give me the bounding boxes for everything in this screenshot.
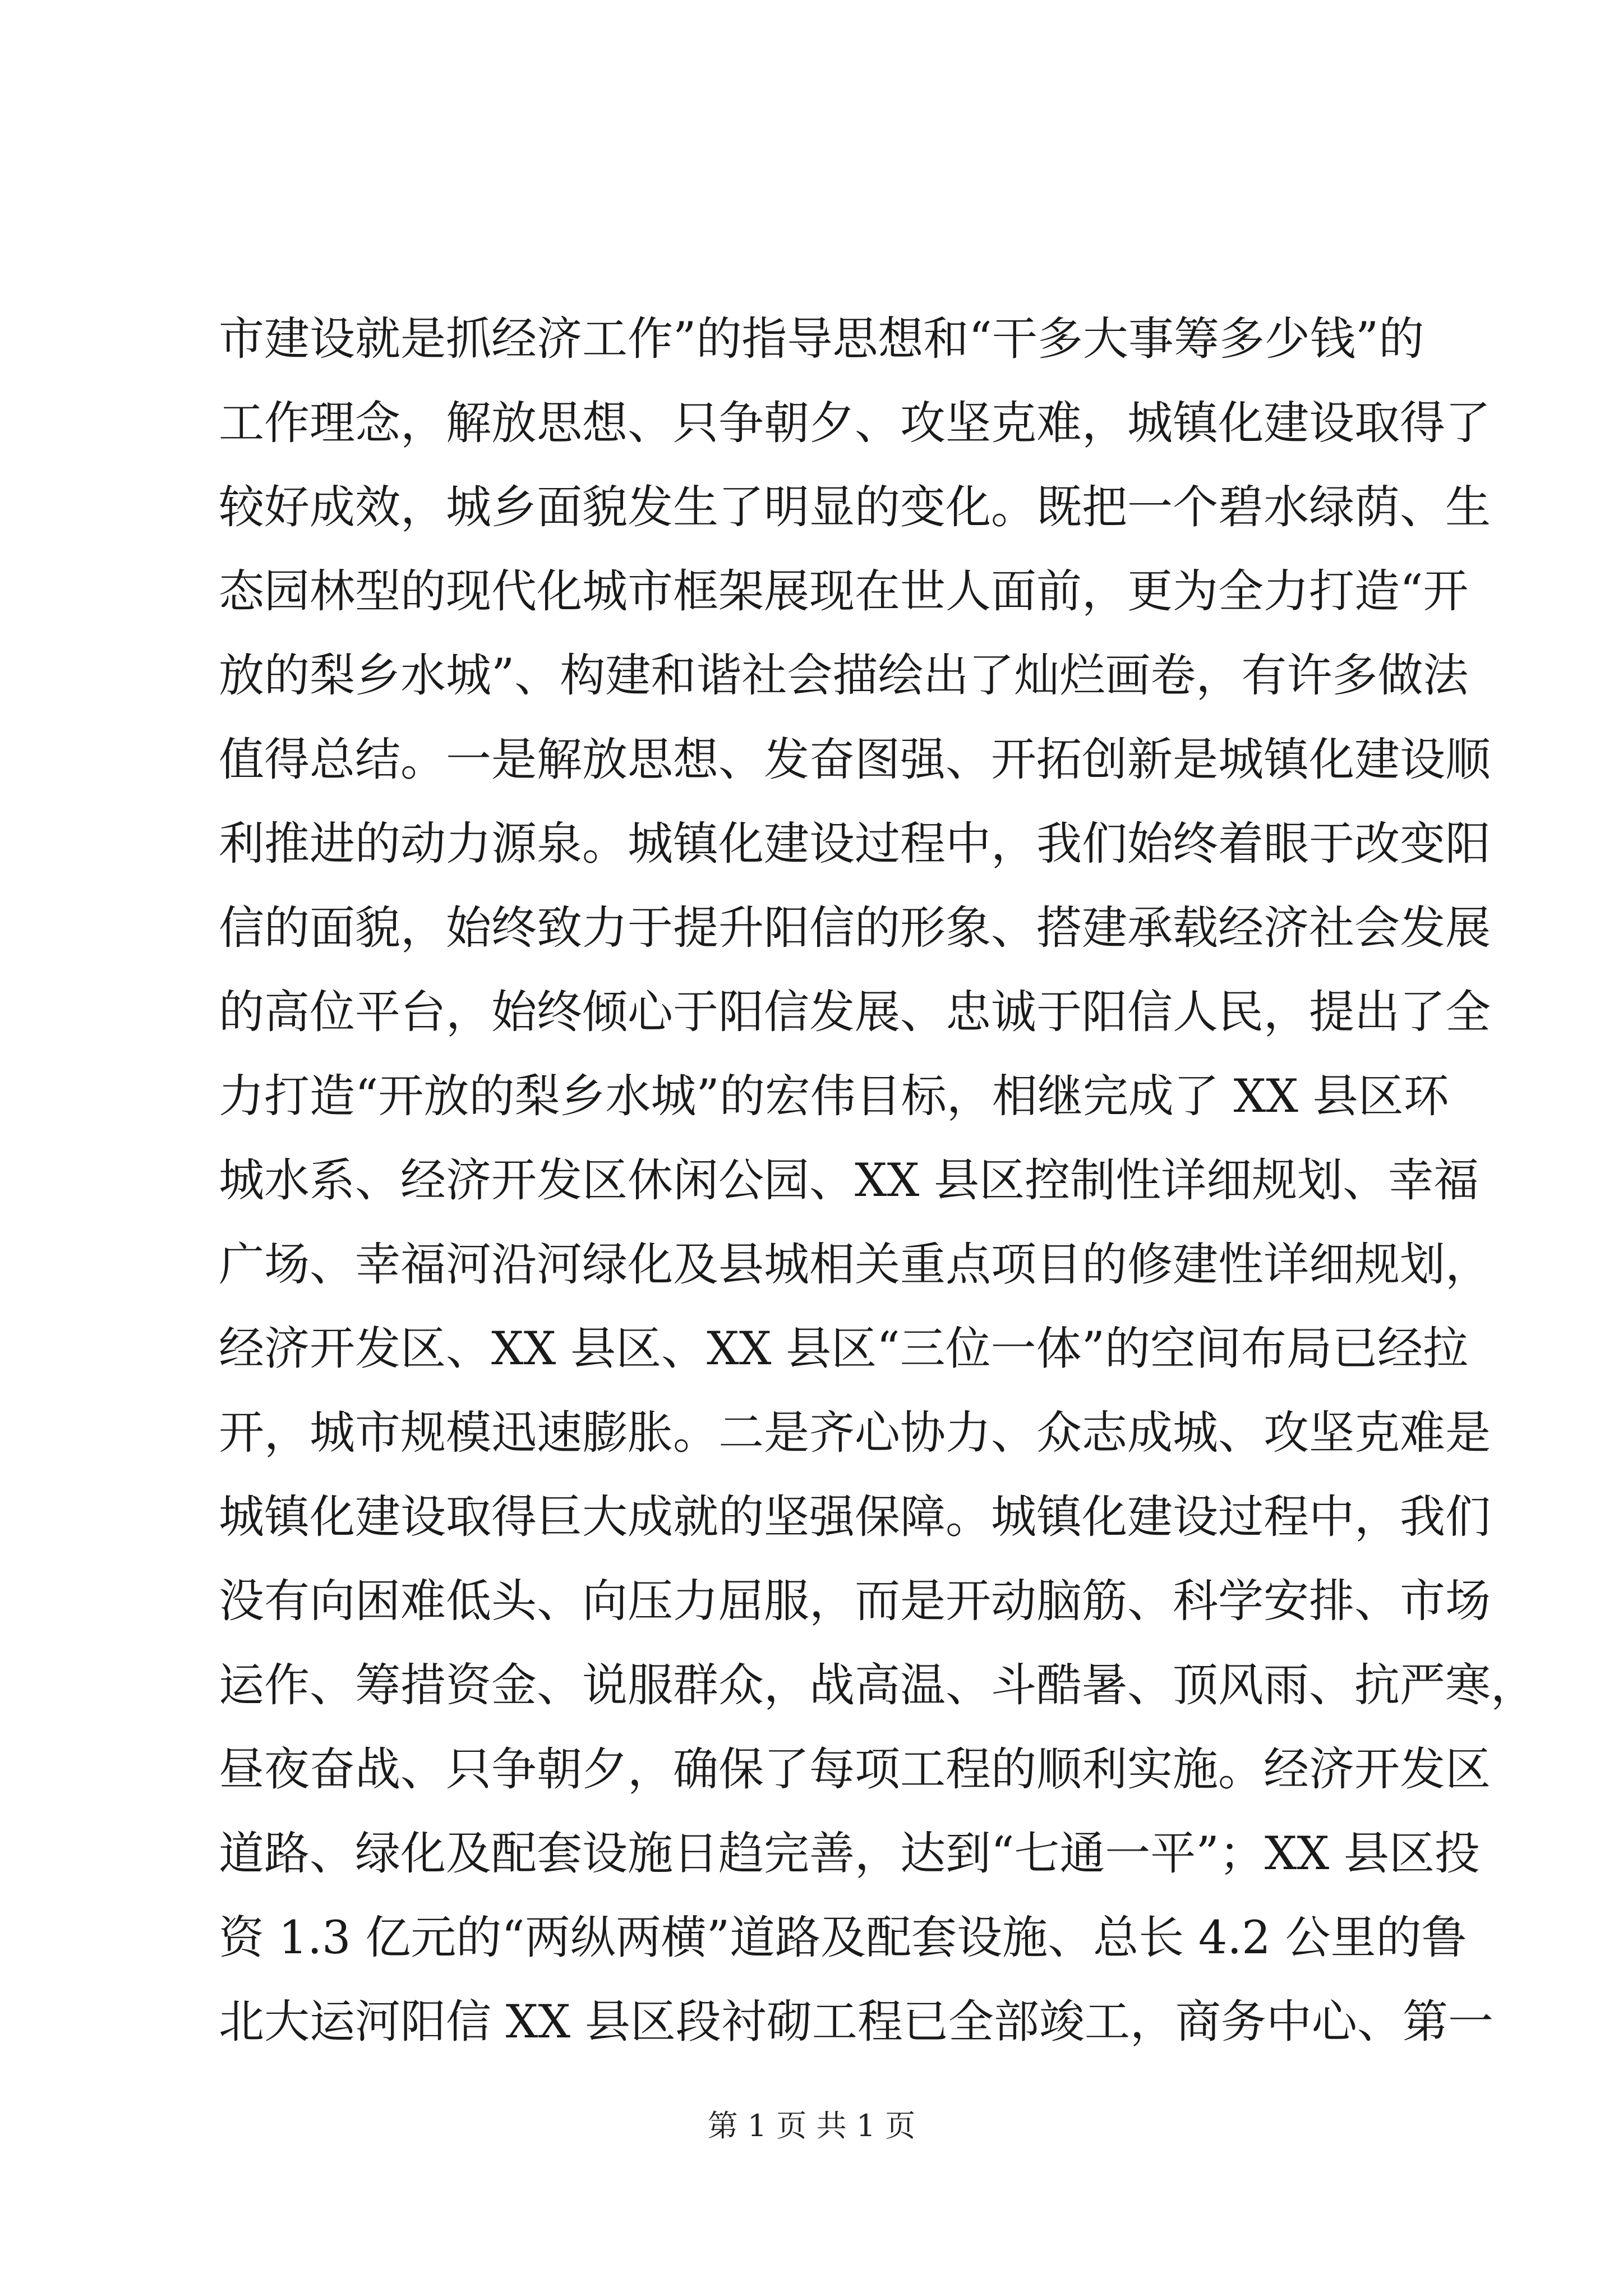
text-line-5: 放的梨乡水城”、构建和谐社会描绘出了灿烂画卷，有许多做法 bbox=[219, 650, 1469, 702]
page-footer bbox=[0, 2106, 1623, 2146]
text-line-8: 信的面貌，始终致力于提升阳信的形象、搭建承载经济社会发展 bbox=[219, 902, 1491, 955]
text-line-18: 昼夜奋战、只争朝夕，确保了每项工程的顺利实施。经济开发区 bbox=[219, 1743, 1491, 1796]
text-line-6: 值得总结。一是解放思想、发奋图强、开拓创新是城镇化建设顺 bbox=[219, 734, 1491, 786]
text-line-17: 运作、筹措资金、说服群众，战高温、斗酷暑、顶风雨、抗严寒， bbox=[219, 1659, 1537, 1712]
text-line-13: 经济开发区、XX 县区、XX 县区“三位一体”的空间布局已经拉 bbox=[219, 1323, 1468, 1375]
text-line-15: 城镇化建设取得巨大成就的坚强保障。城镇化建设过程中，我们 bbox=[219, 1491, 1491, 1544]
page-number-label: 第 1 页 共 1 页 bbox=[707, 2108, 916, 2143]
text-line-2: 工作理念，解放思想、只争朝夕、攻坚克难，城镇化建设取得了 bbox=[219, 397, 1491, 450]
text-line-11: 城水系、经济开发区休闲公园、XX 县区控制性详细规划、幸福 bbox=[219, 1154, 1479, 1207]
text-line-20: 资 1.3 亿元的“两纵两横”道路及配套设施、总长 4.2 公里的鲁 bbox=[219, 1912, 1467, 1964]
text-line-21: 北大运河阳信 XX 县区段衬砌工程已全部竣工，商务中心、第一 bbox=[219, 1996, 1493, 2049]
text-line-10: 力打造“开放的梨乡水城”的宏伟目标，相继完成了 XX 县区环 bbox=[219, 1070, 1449, 1123]
text-line-7: 利推进的动力源泉。城镇化建设过程中，我们始终着眼于改变阳 bbox=[219, 818, 1491, 871]
text-line-12: 广场、幸福河沿河绿化及县城相关重点项目的修建性详细规划， bbox=[219, 1239, 1491, 1291]
text-line-14: 开，城市规模迅速膨胀。二是齐心协力、众志成城、攻坚克难是 bbox=[219, 1407, 1491, 1460]
body-text bbox=[219, 297, 1537, 2064]
text-line-1: 市建设就是抓经济工作”的指导思想和“干多大事筹多少钱”的 bbox=[219, 313, 1424, 366]
text-line-16: 没有向困难低头、向压力屈服，而是开动脑筋、科学安排、市场 bbox=[219, 1575, 1491, 1628]
text-line-4: 态园林型的现代化城市框架展现在世人面前，更为全力打造“开 bbox=[219, 565, 1469, 618]
text-line-19: 道路、绿化及配套设施日趋完善，达到“七通一平”；XX 县区投 bbox=[219, 1828, 1480, 1880]
text-line-3: 较好成效，城乡面貌发生了明显的变化。既把一个碧水绿荫、生 bbox=[219, 481, 1491, 534]
text-line-9: 的高位平台，始终倾心于阳信发展、忠诚于阳信人民，提出了全 bbox=[219, 986, 1491, 1039]
